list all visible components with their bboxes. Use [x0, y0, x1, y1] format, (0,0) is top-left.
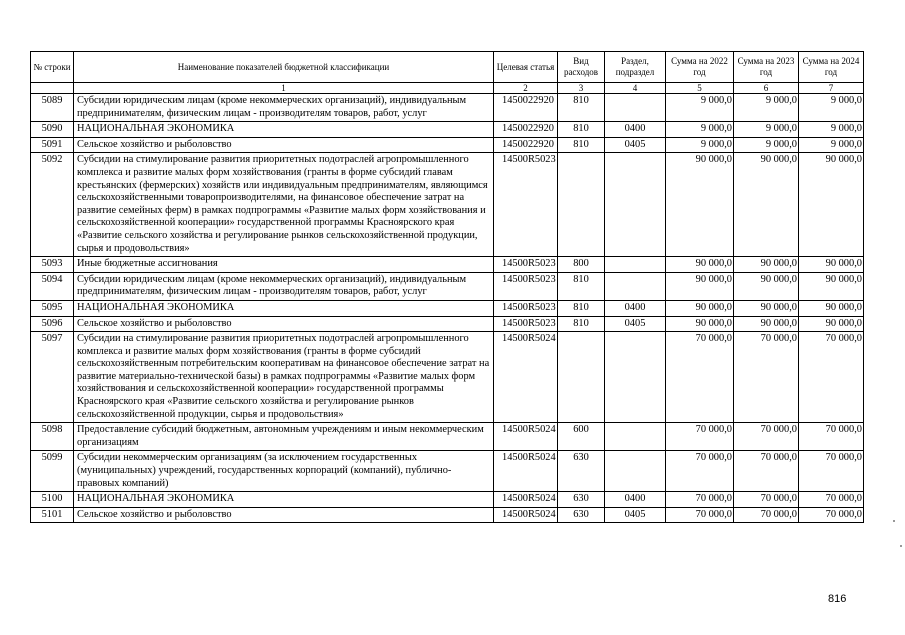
row-number-cell: 5101 — [31, 507, 74, 523]
sum-2023-cell: 90 000,0 — [734, 316, 799, 332]
expense-type-cell: 800 — [558, 257, 605, 273]
header-cell: Сумма на 2023 год — [734, 52, 799, 83]
page-number: 816 — [828, 593, 847, 605]
target-article-cell: 1450022920 — [494, 94, 558, 122]
row-number-cell: 5090 — [31, 122, 74, 138]
expense-type-cell — [558, 153, 605, 257]
table-row — [31, 316, 864, 332]
indicator-name-cell: Субсидии на стимулирование развития приоритетных подотраслей агропромышленного комплекса и развитие малых форм хозяйствования (гранты в форме субсидий главам крестьянских (фермерских) хозяйств или индивидуальным предпринимателям, являющимся сельскохозяйственными товаропроизводителями, на финансовое обеспечение затрат на развитие семейных ферм) в рамках подпрограммы «Развитие малых форм хозяйствования и сельскохозяйственной кооперации» государственной программы Красноярского края «Развитие сельского хозяйства и регулирование рынков сельскохозяйственной продукции, сырья и продовольствия» — [74, 153, 494, 257]
header-cell: Сумма на 2022 год — [666, 52, 734, 83]
sum-2023-cell: 70 000,0 — [734, 492, 799, 508]
table-row — [31, 332, 864, 423]
expense-type-cell: 810 — [558, 137, 605, 153]
column-number-cell: 4 — [605, 83, 666, 94]
section-cell — [605, 272, 666, 300]
budget-table — [30, 51, 864, 523]
row-number-cell: 5100 — [31, 492, 74, 508]
indicator-name-cell: НАЦИОНАЛЬНАЯ ЭКОНОМИКА — [74, 122, 494, 138]
target-article-cell: 14500R5024 — [494, 492, 558, 508]
scan-speck — [900, 545, 902, 547]
expense-type-cell: 600 — [558, 423, 605, 451]
indicator-name-cell: Иные бюджетные ассигнования — [74, 257, 494, 273]
table-row — [31, 94, 864, 122]
sum-2022-cell: 9 000,0 — [666, 122, 734, 138]
expense-type-cell: 810 — [558, 272, 605, 300]
column-number-cell: 3 — [558, 83, 605, 94]
scan-speck — [893, 520, 895, 522]
table-row — [31, 507, 864, 523]
target-article-cell: 14500R5024 — [494, 332, 558, 423]
sum-2024-cell: 9 000,0 — [799, 94, 864, 122]
row-number-cell: 5099 — [31, 451, 74, 492]
table-row — [31, 272, 864, 300]
table-row — [31, 257, 864, 273]
sum-2022-cell: 90 000,0 — [666, 300, 734, 316]
indicator-name-cell: Сельское хозяйство и рыболовство — [74, 507, 494, 523]
section-cell — [605, 423, 666, 451]
column-number-cell — [31, 83, 74, 94]
table-row — [31, 423, 864, 451]
header-cell: № строки — [31, 52, 74, 83]
indicator-name-cell: Субсидии юридическим лицам (кроме некоммерческих организаций), индивидуальным предпринимателям, физическим лицам - производителям товаров, работ, услуг — [74, 94, 494, 122]
sum-2024-cell: 70 000,0 — [799, 507, 864, 523]
target-article-cell: 14500R5023 — [494, 272, 558, 300]
target-article-cell: 14500R5023 — [494, 257, 558, 273]
section-cell — [605, 257, 666, 273]
section-cell: 0400 — [605, 122, 666, 138]
expense-type-cell: 630 — [558, 451, 605, 492]
row-number-cell: 5096 — [31, 316, 74, 332]
row-number-cell: 5094 — [31, 272, 74, 300]
sum-2022-cell: 70 000,0 — [666, 451, 734, 492]
sum-2024-cell: 70 000,0 — [799, 332, 864, 423]
section-cell: 0405 — [605, 137, 666, 153]
section-cell: 0400 — [605, 300, 666, 316]
row-number-cell: 5091 — [31, 137, 74, 153]
expense-type-cell: 630 — [558, 507, 605, 523]
target-article-cell: 14500R5023 — [494, 300, 558, 316]
expense-type-cell: 810 — [558, 94, 605, 122]
section-cell — [605, 94, 666, 122]
sum-2022-cell: 9 000,0 — [666, 94, 734, 122]
sum-2022-cell: 90 000,0 — [666, 257, 734, 273]
indicator-name-cell: Предоставление субсидий бюджетным, автономным учреждениям и иным некоммерческим организациям — [74, 423, 494, 451]
sum-2022-cell: 70 000,0 — [666, 492, 734, 508]
sum-2022-cell: 70 000,0 — [666, 423, 734, 451]
sum-2023-cell: 70 000,0 — [734, 423, 799, 451]
section-cell: 0400 — [605, 492, 666, 508]
target-article-cell: 1450022920 — [494, 137, 558, 153]
column-number-cell: 1 — [74, 83, 494, 94]
sum-2022-cell: 70 000,0 — [666, 507, 734, 523]
sum-2024-cell: 70 000,0 — [799, 492, 864, 508]
sum-2022-cell: 9 000,0 — [666, 137, 734, 153]
header-row — [31, 52, 864, 83]
section-cell: 0405 — [605, 507, 666, 523]
sum-2022-cell: 90 000,0 — [666, 272, 734, 300]
table-row — [31, 492, 864, 508]
row-number-cell: 5097 — [31, 332, 74, 423]
indicator-name-cell: Сельское хозяйство и рыболовство — [74, 137, 494, 153]
sum-2024-cell: 90 000,0 — [799, 272, 864, 300]
header-cell: Раздел, подраздел — [605, 52, 666, 83]
header-cell: Наименование показателей бюджетной классификации — [74, 52, 494, 83]
expense-type-cell: 810 — [558, 300, 605, 316]
indicator-name-cell: Сельское хозяйство и рыболовство — [74, 316, 494, 332]
sum-2023-cell: 90 000,0 — [734, 300, 799, 316]
target-article-cell: 14500R5024 — [494, 507, 558, 523]
header-cell: Вид расходов — [558, 52, 605, 83]
sum-2023-cell: 90 000,0 — [734, 257, 799, 273]
indicator-name-cell: НАЦИОНАЛЬНАЯ ЭКОНОМИКА — [74, 492, 494, 508]
sum-2023-cell: 90 000,0 — [734, 153, 799, 257]
column-number-row — [31, 83, 864, 94]
header-cell: Целевая статья — [494, 52, 558, 83]
sum-2024-cell: 70 000,0 — [799, 451, 864, 492]
target-article-cell: 14500R5024 — [494, 451, 558, 492]
sum-2023-cell: 70 000,0 — [734, 507, 799, 523]
table-row — [31, 153, 864, 257]
sum-2023-cell: 9 000,0 — [734, 122, 799, 138]
section-cell — [605, 451, 666, 492]
indicator-name-cell: Субсидии некоммерческим организациям (за исключением государственных (муниципальных) учреждений, государственных корпораций (компаний), публично-правовых компаний) — [74, 451, 494, 492]
sum-2023-cell: 9 000,0 — [734, 94, 799, 122]
target-article-cell: 14500R5023 — [494, 316, 558, 332]
indicator-name-cell: Субсидии на стимулирование развития приоритетных подотраслей агропромышленного комплекса и развитие малых форм хозяйствования (гранты в форме субсидий сельскохозяйственным потребительским кооперативам на финансовое обеспечение затрат на развитие материально-технической базы) в рамках подпрограммы «Развитие малых форм хозяйствования и сельскохозяйственной кооперации» государственной программы Красноярского края «Развитие сельского хозяйства и регулирование рынков сельскохозяйственной продукции, сырья и продовольствия» — [74, 332, 494, 423]
row-number-cell: 5093 — [31, 257, 74, 273]
sum-2024-cell: 9 000,0 — [799, 122, 864, 138]
column-number-cell: 7 — [799, 83, 864, 94]
sum-2024-cell: 90 000,0 — [799, 316, 864, 332]
column-number-cell: 2 — [494, 83, 558, 94]
table-row — [31, 451, 864, 492]
row-number-cell: 5098 — [31, 423, 74, 451]
row-number-cell: 5092 — [31, 153, 74, 257]
sum-2022-cell: 90 000,0 — [666, 316, 734, 332]
expense-type-cell: 810 — [558, 122, 605, 138]
section-cell — [605, 332, 666, 423]
target-article-cell: 14500R5023 — [494, 153, 558, 257]
expense-type-cell: 810 — [558, 316, 605, 332]
sum-2024-cell: 9 000,0 — [799, 137, 864, 153]
header-cell: Сумма на 2024 год — [799, 52, 864, 83]
sum-2023-cell: 70 000,0 — [734, 332, 799, 423]
sum-2024-cell: 70 000,0 — [799, 423, 864, 451]
table-row — [31, 300, 864, 316]
table-row — [31, 122, 864, 138]
column-number-cell: 6 — [734, 83, 799, 94]
sum-2022-cell: 70 000,0 — [666, 332, 734, 423]
sum-2024-cell: 90 000,0 — [799, 300, 864, 316]
column-number-cell: 5 — [666, 83, 734, 94]
sum-2023-cell: 9 000,0 — [734, 137, 799, 153]
section-cell: 0405 — [605, 316, 666, 332]
expense-type-cell — [558, 332, 605, 423]
sum-2023-cell: 70 000,0 — [734, 451, 799, 492]
section-cell — [605, 153, 666, 257]
indicator-name-cell: НАЦИОНАЛЬНАЯ ЭКОНОМИКА — [74, 300, 494, 316]
sum-2022-cell: 90 000,0 — [666, 153, 734, 257]
target-article-cell: 14500R5024 — [494, 423, 558, 451]
table-row — [31, 137, 864, 153]
sum-2024-cell: 90 000,0 — [799, 153, 864, 257]
sum-2024-cell: 90 000,0 — [799, 257, 864, 273]
target-article-cell: 1450022920 — [494, 122, 558, 138]
row-number-cell: 5095 — [31, 300, 74, 316]
expense-type-cell: 630 — [558, 492, 605, 508]
sum-2023-cell: 90 000,0 — [734, 272, 799, 300]
indicator-name-cell: Субсидии юридическим лицам (кроме некоммерческих организаций), индивидуальным предпринимателям, физическим лицам - производителям товаров, работ, услуг — [74, 272, 494, 300]
row-number-cell: 5089 — [31, 94, 74, 122]
